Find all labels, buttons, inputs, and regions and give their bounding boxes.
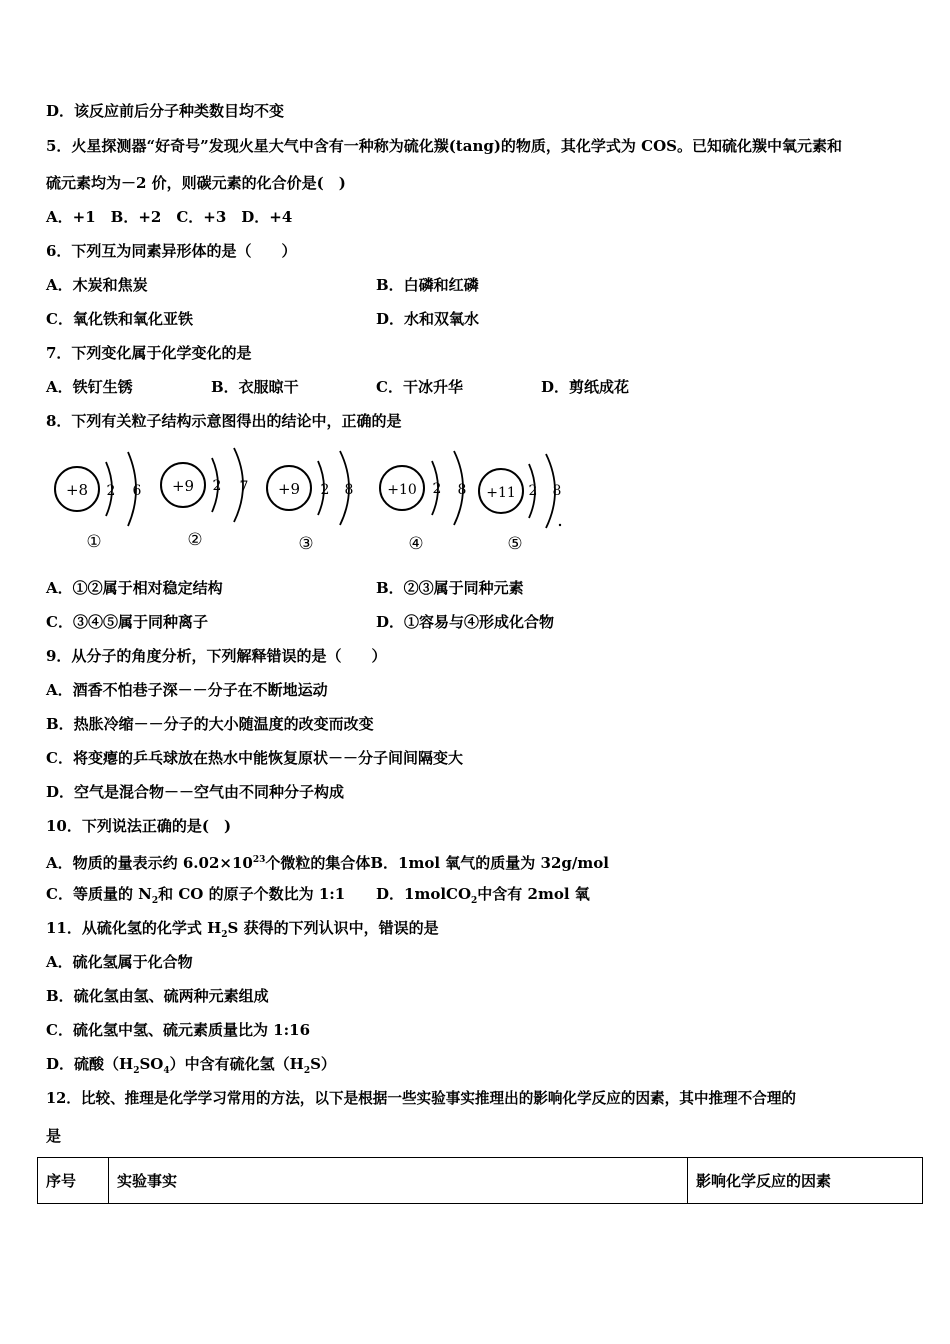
header-factor: 影响化学反应的因素: [688, 1158, 923, 1204]
particle-2-nucleus: +9: [171, 477, 195, 495]
particle-4-shell-1: 2: [432, 481, 442, 497]
q8-option-c: C．③④⑤属于同种离子: [46, 613, 208, 631]
table-header-row: [38, 1158, 923, 1204]
particle-3-nucleus: +9: [277, 480, 301, 498]
q12-stem-line1: 12．比较、推理是化学学习常用的方法，以下是根据一些实验事实推理出的影响化学反应的因素，其中推理不合理的: [46, 1090, 797, 1107]
q5-stem-line2: 硫元素均为－2 价，则碳元素的化合价是( ): [46, 174, 346, 192]
q5-stem-line1: 5．火星探测器“好奇号”发现火星大气中含有一种称为硫化羰(tang)的物质，其化学式为 COS。已知硫化羰中氧元素和: [46, 137, 842, 155]
q8-option-d: D．①容易与④形成化合物: [376, 613, 555, 631]
particle-2-label: ②: [187, 530, 203, 550]
q12-stem-line2: 是: [46, 1127, 62, 1145]
particle-3-label: ③: [298, 534, 314, 554]
q12-table: [37, 1157, 923, 1204]
particle-1-label: ①: [86, 532, 102, 552]
q7-stem: 7．下列变化属于化学变化的是: [46, 344, 252, 362]
particle-5-label: ⑤: [507, 534, 523, 554]
q8-option-a: A．①②属于相对稳定结构: [46, 579, 223, 597]
q6-option-d: D．水和双氧水: [376, 310, 480, 328]
q11-stem: 11．从硫化氢的化学式 $H_2S$ 获得的下列认识中，错误的是: [46, 919, 439, 940]
q6-option-a: A．木炭和焦炭: [46, 276, 148, 294]
particle-3-shell-2: 8: [344, 482, 354, 498]
particle-5-nucleus: +11: [486, 485, 516, 501]
particle-5: [479, 454, 561, 554]
particle-3: [267, 451, 353, 554]
particle-structure-diagrams: [40, 440, 580, 560]
q7-option-d: D．剪纸成花: [541, 378, 630, 396]
q10-option-d: D．1molCO$_2$中含有 2mol 氧: [376, 885, 590, 906]
q10-stem: 10．下列说法正确的是( ): [46, 817, 232, 835]
particle-1-shell-1: 2: [106, 483, 116, 499]
particle-1-nucleus: +8: [65, 481, 89, 499]
particle-2: [161, 448, 248, 550]
q7-option-b: B．衣服晾干: [211, 378, 299, 396]
q6-stem: 6．下列互为同素异形体的是（ ）: [46, 242, 297, 260]
particle-2-shell-2: 7: [239, 479, 249, 495]
particle-5-shell-2: 8: [552, 483, 562, 499]
particle-4-shell-2: 8: [457, 482, 467, 498]
particle-1: [55, 452, 142, 552]
q9-option-b: B．热胀冷缩－－分子的大小随温度的改变而改变: [46, 715, 374, 733]
particle-1-shell-2: 6: [132, 483, 142, 499]
q8-stem: 8．下列有关粒子结构示意图得出的结论中，正确的是: [46, 412, 402, 430]
header-fact: 实验事实: [109, 1158, 688, 1204]
particle-4-nucleus: +10: [387, 482, 417, 498]
q5-options: A．+1 B．+2 C．+3 D．+4: [46, 208, 293, 226]
q6-option-c: C．氧化铁和氧化亚铁: [46, 310, 193, 328]
q7-option-c: C．干冰升华: [376, 378, 463, 396]
particle-4: [380, 451, 466, 554]
q10-option-c: C．等质量的 $N_2$和 CO 的原子个数比为 1:1: [46, 885, 346, 906]
q6-option-b: B．白磷和红磷: [376, 276, 479, 294]
header-index: 序号: [38, 1158, 109, 1204]
q4-option-d: D．该反应前后分子种类数目均不变: [46, 102, 285, 120]
q9-option-c: C．将变瘪的乒乓球放在热水中能恢复原状－－分子间间隔变大: [46, 749, 463, 767]
q7-option-a: A．铁钉生锈: [46, 378, 133, 396]
q9-stem: 9．从分子的角度分析，下列解释错误的是（ ）: [46, 647, 387, 665]
particle-4-label: ④: [408, 534, 424, 554]
q11-option-b: B．硫化氢由氢、硫两种元素组成: [46, 987, 269, 1005]
q11-option-c: C．硫化氢中氢、硫元素质量比为 1:16: [46, 1021, 311, 1039]
q9-option-d: D．空气是混合物－－空气由不同种分子构成: [46, 783, 345, 801]
q11-option-d: D．硫酸$(H_2SO_4)$中含有硫化氢$(H_2S)$: [46, 1055, 336, 1076]
particle-3-shell-1: 2: [320, 482, 330, 498]
q10-options-ab: A．物质的量表示约 $6.02\times 10^{23}$个微粒的集合体B．1mol 氧气的质量为 32g/mol: [46, 854, 609, 872]
q9-option-a: A．酒香不怕巷子深－－分子在不断地运动: [46, 681, 328, 699]
q8-option-b: B．②③属于同种元素: [376, 579, 524, 597]
q11-option-a: A．硫化氢属于化合物: [46, 953, 193, 971]
particle-5-shell-1: 2: [528, 483, 538, 499]
particle-2-shell-1: 2: [212, 478, 222, 494]
